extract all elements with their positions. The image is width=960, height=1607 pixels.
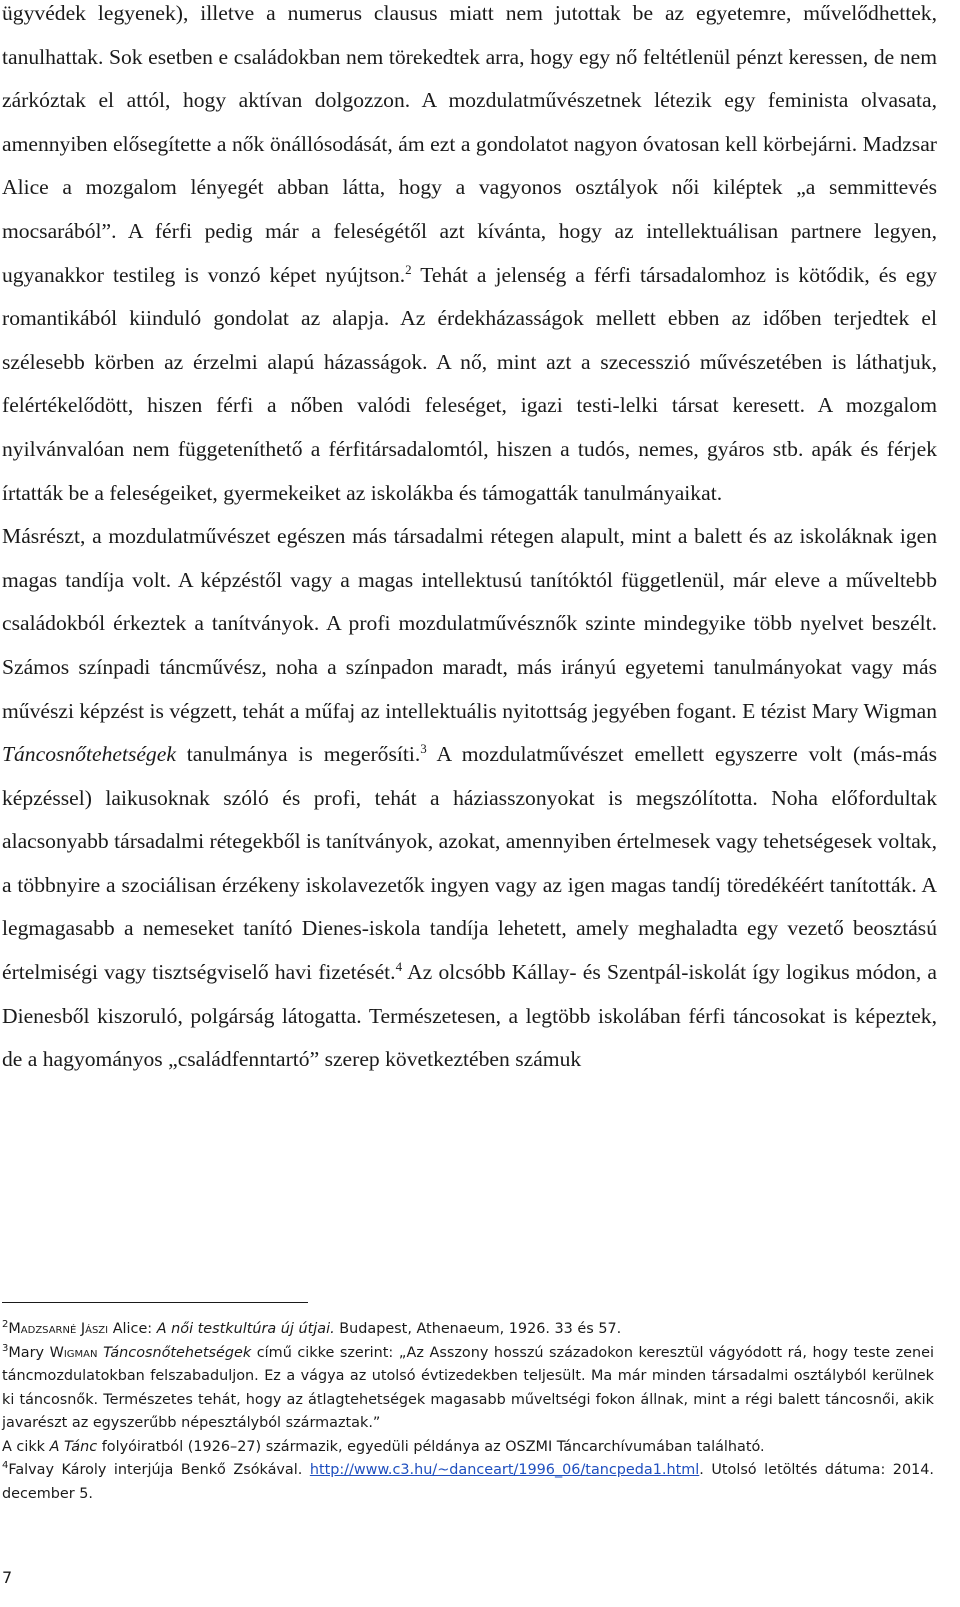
footnote-4-text-1: Falvay Károly interjúja Benkő Zsókával.: [8, 1462, 310, 1478]
footnote-4-link[interactable]: http://www.c3.hu/~danceart/1996_06/tancpeda1.html: [309, 1462, 700, 1478]
paragraph-2: [2, 515, 937, 1082]
footnote-3-text-3: A cikk: [2, 1438, 50, 1455]
main-text: [2, 0, 937, 1082]
paragraph-2-text-2: tanulmánya is megerősíti.: [175, 742, 421, 767]
footnote-2-text-1: Alice:: [108, 1321, 157, 1337]
footnote-3-journal: A Tánc: [49, 1438, 98, 1455]
footnote-4: [2, 1459, 934, 1506]
footnote-ref-4[interactable]: 4: [395, 958, 403, 974]
paragraph-1: [2, 0, 937, 515]
footnote-3-title: Táncosnőtehetségek: [103, 1344, 252, 1361]
footnote-3-text-4: folyóiratból (1926–27) származik, egyedüli példánya az OSZMI Táncarchívumában található.: [97, 1438, 765, 1455]
footnote-4-text-2: . Utolsó letöltés dátuma: 2014. december 5.: [2, 1462, 934, 1502]
footnote-ref-2[interactable]: 2: [405, 261, 412, 277]
footnote-2-text-2: Budapest, Athenaeum, 1926. 33 és 57.: [334, 1321, 622, 1337]
footnote-2: [2, 1318, 934, 1342]
footnote-3-continuation: [2, 1436, 934, 1460]
footnote-separator: [2, 1302, 308, 1303]
footnote-3-text-2: című cikke szerint: „Az Asszony hosszú századokon keresztül vágyódott rá, hogy teste zenei táncmozdulatokban felszabaduljon. Ez a vágya az utolsó évtizedekben teljesült. Ma már minden társadalmi osztályból kerülnek ki táncosnők. Természetes tehát, hogy az átlagtehetségek magasabb műveltségi fokon állnak, mint a régi balett táncosnői, akik javarészt az egyszerűbb népesztályból származtak.”: [2, 1344, 934, 1431]
paragraph-2-text-4: Az olcsóbb Kállay- és Szentpál-iskolát így logikus módon, a Dienesből kiszoruló, polgárság látogatta. Természetesen, a legtöbb iskolában férfi táncosokat is képeztek, de a hagyományos „családfenntartó” szerep következtében számuk: [2, 960, 937, 1072]
footnote-3-number: 3: [2, 1342, 9, 1354]
footnote-ref-3[interactable]: 3: [420, 740, 427, 756]
footnote-3-author: Wigman: [49, 1344, 98, 1361]
paragraph-2-text-3: A mozdulatművészet emellett egyszerre volt (más-más képzéssel) laikusoknak szóló és profi, tehát a háziasszonyokat is megszólította. Noha előfordultak alacsonyabb társadalmi rétegekből is tanítványok, azokat, amennyiben értelmesek vagy tehetségesek voltak, a többnyire a szociálisan érzékeny iskolavezetők ingyen vagy az igen magas tandíj töredékéért tanították. A legmagasabb a nemeseket tanító Dienes-iskola tandíja lehetett, amely meghaladta egy vezető beosztású értelmiségi vagy tisztségviselő havi fizetését.: [2, 742, 938, 985]
paragraph-1-text-2: Tehát a jelenség a férfi társadalomhoz is kötődik, és egy romantikából kiinduló gondolat az alapja. Az érdekházasságok mellett ebben az időben terjedtek el szélesebb körben az érzelmi alapú házasságok. A nő, mint azt a szecesszió művészetében is láthatjuk, felértékelődött, hiszen férfi a nőben valódi feleséget, igazi testi-lelki társat keresett. A mozgalom nyilvánvalóan nem függeteníthető a férfitársadalomtól, hiszen a tudós, nemes, gyáros stb. apák és férjek írtatták be a feleségeiket, gyermekeiket az iskolákba és támogatták tanulmányaikat.: [2, 262, 937, 505]
footnote-4-number: 4: [2, 1460, 9, 1472]
footnote-2-author: Madzsarné Jászi: [8, 1321, 109, 1337]
footnote-3: [2, 1342, 934, 1436]
footnotes: [2, 1318, 934, 1506]
paragraph-1-text-1: ügyvédek legyenek), illetve a numerus clausus miatt nem jutottak be az egyetemre, művelődhettek, tanulhattak. Sok esetben e családokban nem törekedtek arra, hogy egy nő feltétlenül pénzt keressen, de nem zárkóztak el attól, hogy aktívan dolgozzon. A mozdulatművészetnek létezik egy feminista olvasata, amennyiben elősegítette a nők önállósodását, ám ezt a gondolatot nagyon óvatosan kell körbejárni. Madzsar Alice a mozgalom lényegét abban látta, hogy a vagyonos osztályok női kiléptek „a semmittevés mocsarából”. A férfi pedig már a feleségétől azt kívánta, hogy az intellektuálisan partnere legyen, ugyanakkor testileg is vonzó képet nyújtson.: [2, 1, 937, 287]
footnote-2-number: 2: [2, 1319, 9, 1331]
footnote-2-title: A női testkultúra új útjai.: [156, 1321, 335, 1337]
page-number: 7: [2, 1568, 13, 1587]
paragraph-2-italic-title: Táncosnőtehetségek: [2, 742, 176, 767]
paragraph-2-text-1: Másrészt, a mozdulatművészet egészen más társadalmi rétegen alapult, mint a balett és az iskoláknak igen magas tandíja volt. A képzéstől vagy a magas intellektusú tanítóktól függetlenül, már eleve a műveltebb családokból érkeztek a tanítványok. A profi mozdulatművésznők szinte mindegyike több nyelvet beszélt. Számos színpadi táncművész, noha a színpadon maradt, más irányú egyetemi tanulmányokat vagy más művészi képzést is végzett, tehát a műfaj az intellektuális nyitottság jegyében fogant. E tézist Mary Wigman: [2, 524, 937, 723]
footnote-3-text-0: Mary: [8, 1344, 50, 1361]
